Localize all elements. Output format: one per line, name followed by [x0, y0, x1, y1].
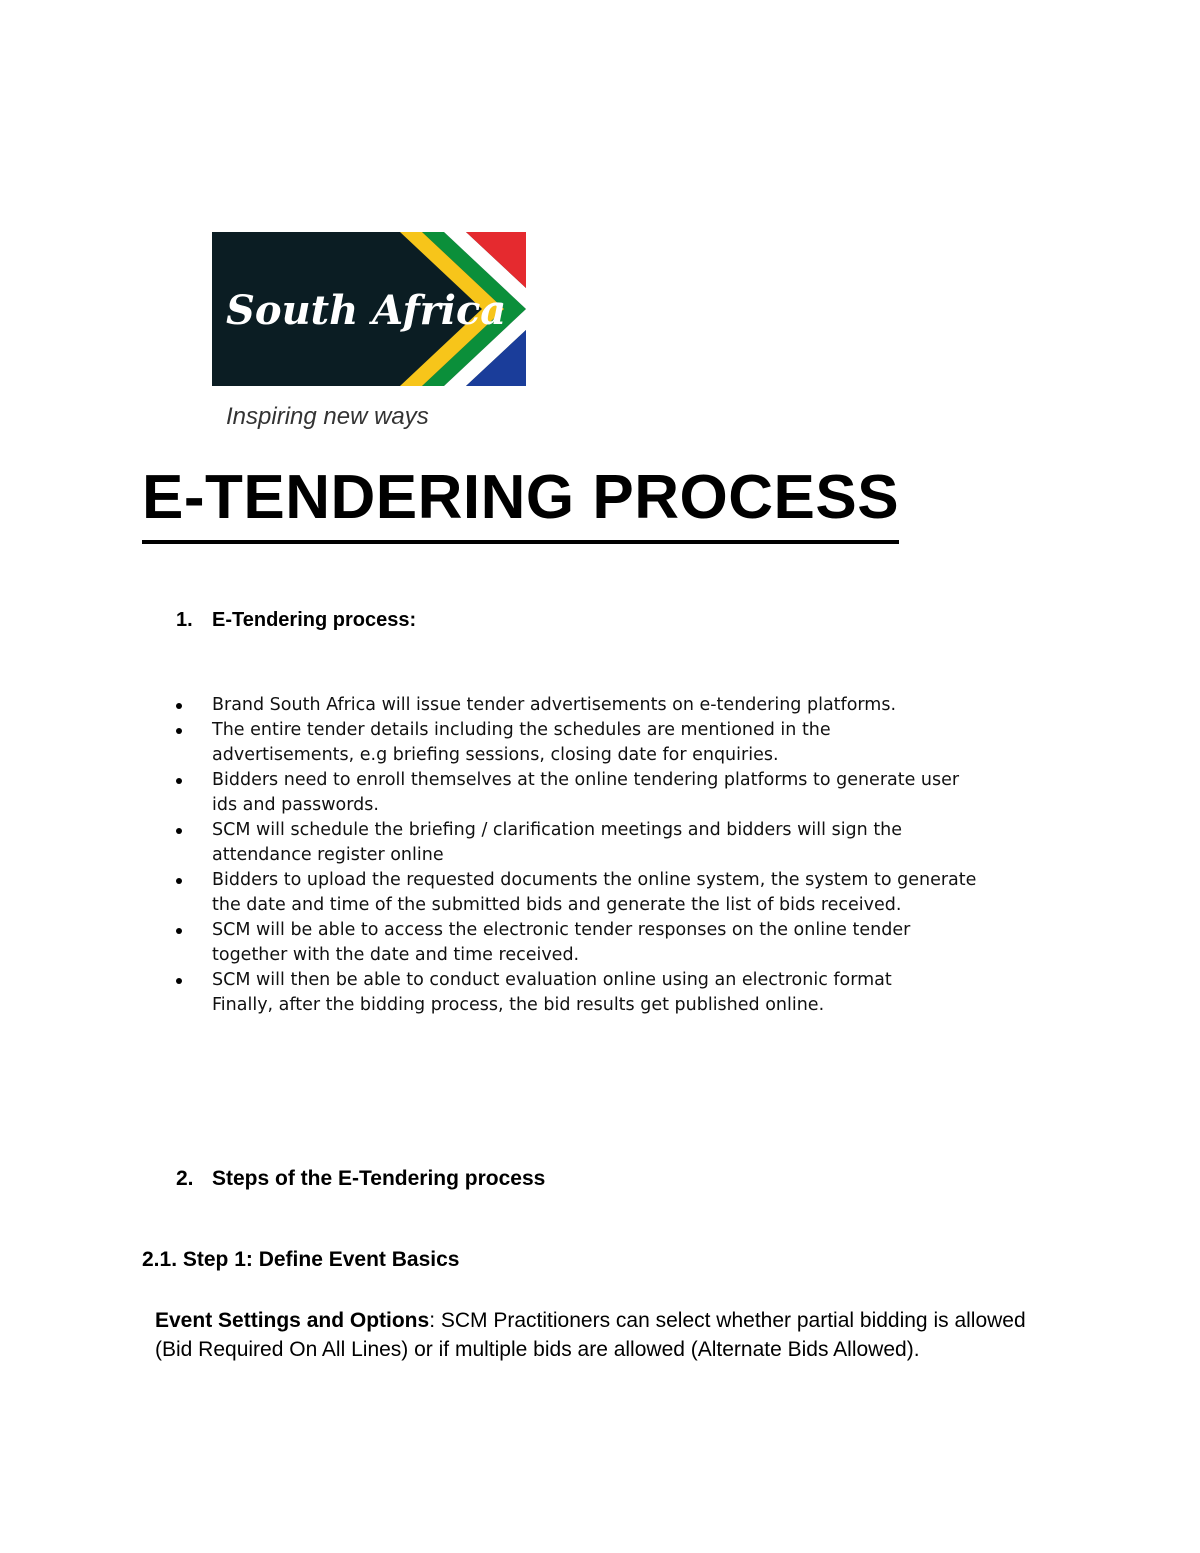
logo-graphic — [212, 232, 526, 442]
bullet-text-line: attendance register online — [212, 845, 444, 865]
bullet-dot-icon — [176, 703, 182, 709]
event-settings-text-line2: (Bid Required On All Lines) or if multiple bids are allowed (Alternate Bids Allowed). — [155, 1338, 920, 1361]
bullet-text-line: SCM will be able to access the electronic tender responses on the online tender — [212, 920, 911, 940]
bullet-text-line: SCM will then be able to conduct evaluation online using an electronic format — [212, 970, 892, 990]
bullet-text-line: Finally, after the bidding process, the bid results get published online. — [212, 995, 825, 1015]
bullet-item — [170, 768, 1070, 818]
bullet-item — [170, 968, 1070, 1018]
bullet-item — [170, 718, 1070, 768]
event-settings-paragraph — [155, 1306, 1060, 1364]
bullet-text-line: the date and time of the submitted bids and generate the list of bids received. — [212, 895, 902, 915]
bullet-text-line: Brand South Africa will issue tender advertisements on e-tendering platforms. — [212, 695, 897, 715]
bullet-text-line: advertisements, e.g briefing sessions, closing date for enquiries. — [212, 745, 779, 765]
document-title: E-TENDERING PROCESS — [142, 458, 899, 544]
event-settings-label: Event Settings and Options — [155, 1309, 430, 1332]
bullet-item — [170, 918, 1070, 968]
bullet-text-line: SCM will schedule the briefing / clarification meetings and bidders will sign the — [212, 820, 903, 840]
event-settings-text-line1: SCM Practitioners can select whether partial bidding is allowed — [435, 1309, 1026, 1332]
bullet-dot-icon — [176, 728, 182, 734]
bullet-item — [170, 818, 1070, 868]
section-1-number: 1. — [176, 609, 193, 631]
brand-south-africa-logo — [212, 232, 526, 442]
logo-wordmark: South Africa — [226, 287, 507, 334]
tendering-process-bullet-list — [170, 693, 1070, 1018]
logo-tagline: Inspiring new ways — [226, 403, 429, 430]
section-2-title: Steps of the E-Tendering process — [212, 1167, 546, 1190]
bullet-text-line: ids and passwords. — [212, 795, 379, 815]
event-settings-separator: : — [429, 1309, 436, 1332]
section-1-title: E-Tendering process: — [212, 609, 417, 631]
bullet-dot-icon — [176, 928, 182, 934]
bullet-text-line: The entire tender details including the schedules are mentioned in the — [212, 720, 831, 740]
section-1-heading — [176, 609, 416, 632]
bullet-dot-icon — [176, 828, 182, 834]
bullet-dot-icon — [176, 878, 182, 884]
section-2-number: 2. — [176, 1167, 194, 1190]
bullet-item — [170, 693, 1070, 718]
bullet-text-line: Bidders need to enroll themselves at the online tendering platforms to generate user — [212, 770, 960, 790]
bullet-text-line: together with the date and time received. — [212, 945, 580, 965]
section-2-heading — [176, 1167, 545, 1191]
bullet-dot-icon — [176, 778, 182, 784]
bullet-dot-icon — [176, 978, 182, 984]
subsection-2-1-heading: 2.1. Step 1: Define Event Basics — [142, 1248, 460, 1271]
bullet-item — [170, 868, 1070, 918]
bullet-text-line: Bidders to upload the requested documents the online system, the system to generate — [212, 870, 977, 890]
